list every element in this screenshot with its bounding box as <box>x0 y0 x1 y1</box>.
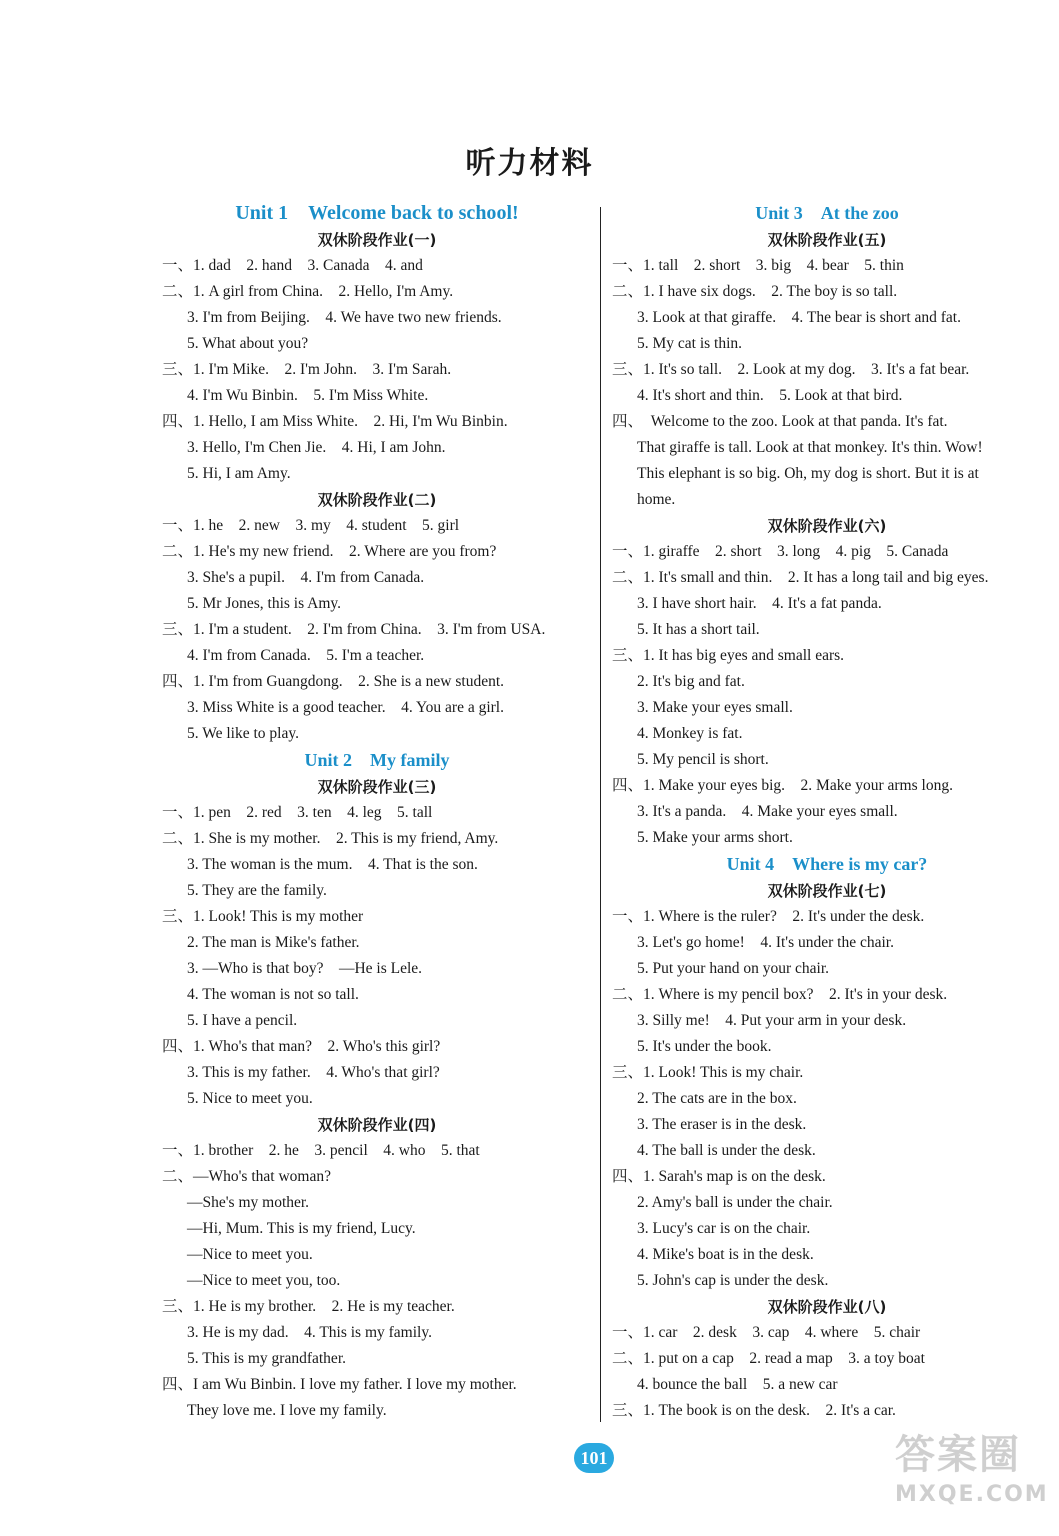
answer-line: 3. Let's go home! 4. It's under the chair. <box>637 934 894 951</box>
answer-line: 四、1. Hello, I am Miss White. 2. Hi, I'm Wu Binbin. <box>162 413 508 430</box>
answer-line: 5. Mr Jones, this is Amy. <box>187 595 342 612</box>
homework-heading: 双休阶段作业(五) <box>767 231 887 249</box>
answer-line: 2. It's big and fat. <box>637 673 745 690</box>
answer-line: 二、1. A girl from China. 2. Hello, I'm Amy. <box>162 283 454 300</box>
answer-line: 5. We like to play. <box>187 725 299 742</box>
answer-line: 5. This is my grandfather. <box>187 1350 346 1367</box>
unit-heading: Unit 2 My family <box>304 750 450 770</box>
answer-line: 一、1. tall 2. short 3. big 4. bear 5. thin <box>612 257 904 274</box>
unit-heading: Unit 4 Where is my car? <box>726 854 928 874</box>
left-column <box>162 200 592 1424</box>
answer-line: 三、1. I'm a student. 2. I'm from China. 3. I'm from USA. <box>162 621 546 638</box>
answer-line: 3. Make your eyes small. <box>637 699 793 716</box>
answer-line: 一、1. giraffe 2. short 3. long 4. pig 5. Canada <box>612 543 949 560</box>
watermark-logo <box>895 1430 1055 1530</box>
answer-line: 一、1. he 2. new 3. my 4. student 5. girl <box>162 517 460 534</box>
answer-line: 二、1. It's small and thin. 2. It has a long tail and big eyes. <box>612 569 989 586</box>
answer-line: 4. The woman is not so tall. <box>187 986 359 1003</box>
answer-line: 三、1. Look! This is my chair. <box>612 1064 804 1081</box>
answer-line: 3. It's a panda. 4. Make your eyes small. <box>637 803 898 820</box>
answer-line: 5. It's under the book. <box>637 1038 772 1055</box>
answer-line: 三、1. It's so tall. 2. Look at my dog. 3. It's a fat bear. <box>612 361 970 378</box>
answer-line: 四、1. Sarah's map is on the desk. <box>612 1168 826 1185</box>
answer-line: 三、1. It has big eyes and small ears. <box>612 647 845 664</box>
answer-line: 一、1. car 2. desk 3. cap 4. where 5. chair <box>612 1324 921 1341</box>
answer-line: 三、1. I'm Mike. 2. I'm John. 3. I'm Sarah. <box>162 361 452 378</box>
answer-line: 3. I have short hair. 4. It's a fat panda. <box>637 595 882 612</box>
answer-line: 三、1. He is my brother. 2. He is my teacher. <box>162 1298 455 1315</box>
answer-line: —Hi, Mum. This is my friend, Lucy. <box>187 1220 416 1237</box>
answer-line: —She's my mother. <box>187 1194 310 1211</box>
answer-line: 3. The eraser is in the desk. <box>637 1116 807 1133</box>
homework-heading: 双休阶段作业(一) <box>317 231 437 249</box>
answer-line: 四、I am Wu Binbin. I love my father. I love my mother. <box>162 1376 517 1393</box>
answer-line: 5. It has a short tail. <box>637 621 760 638</box>
homework-heading: 双休阶段作业(三) <box>317 778 437 796</box>
answer-line: 3. He is my dad. 4. This is my family. <box>187 1324 432 1341</box>
answer-line: 一、1. pen 2. red 3. ten 4. leg 5. tall <box>162 804 433 821</box>
answer-line: 3. I'm from Beijing. 4. We have two new friends. <box>187 309 502 326</box>
answer-line: 3. This is my father. 4. Who's that girl? <box>187 1064 440 1081</box>
answer-line: 4. Monkey is fat. <box>637 725 743 742</box>
answer-line: 5. Make your arms short. <box>637 829 793 846</box>
answer-line: 二、1. She is my mother. 2. This is my friend, Amy. <box>162 830 499 847</box>
answer-line: 二、1. put on a cap 2. read a map 3. a toy boat <box>612 1350 925 1367</box>
answer-line: 5. Put your hand on your chair. <box>637 960 830 977</box>
answer-line: 5. My cat is thin. <box>637 335 743 352</box>
homework-heading: 双休阶段作业(八) <box>767 1298 887 1316</box>
watermark-en: MXQE.COM <box>895 1482 1049 1507</box>
answer-line: 二、1. I have six dogs. 2. The boy is so tall. <box>612 283 898 300</box>
answer-line: 2. The cats are in the box. <box>637 1090 797 1107</box>
answer-line: 5. Hi, I am Amy. <box>187 465 291 482</box>
homework-heading: 双休阶段作业(七) <box>767 882 887 900</box>
homework-heading: 双休阶段作业(六) <box>767 517 887 535</box>
answer-line: 二、1. He's my new friend. 2. Where are you from? <box>162 543 497 560</box>
homework-heading: 双休阶段作业(四) <box>317 1116 437 1134</box>
answer-line: 3. Silly me! 4. Put your arm in your desk. <box>637 1012 907 1029</box>
answer-line: 4. bounce the ball 5. a new car <box>637 1376 838 1393</box>
answer-line: 二、—Who's that woman? <box>162 1168 331 1185</box>
answer-line: 四、1. I'm from Guangdong. 2. She is a new student. <box>162 673 505 690</box>
answer-line: 5. Nice to meet you. <box>187 1090 313 1107</box>
page-number: 101 <box>574 1443 614 1473</box>
answer-line: 3. Lucy's car is on the chair. <box>637 1220 811 1237</box>
answer-line: 4. It's short and thin. 5. Look at that bird. <box>637 387 903 404</box>
answer-line: 4. I'm Wu Binbin. 5. I'm Miss White. <box>187 387 429 404</box>
watermark-cn: 答案圈 <box>895 1432 1021 1478</box>
answer-line: 3. —Who is that boy? —He is Lele. <box>187 960 423 977</box>
answer-line: home. <box>637 491 676 508</box>
answer-line: 2. The man is Mike's father. <box>187 934 360 951</box>
answer-line: 二、1. Where is my pencil box? 2. It's in your desk. <box>612 986 948 1003</box>
page-title: 听力材料 <box>465 146 594 181</box>
answer-line: 2. Amy's ball is under the chair. <box>637 1194 833 1211</box>
answer-line: 三、1. Look! This is my mother <box>162 908 364 925</box>
answer-line: 四、1. Make your eyes big. 2. Make your arms long. <box>612 777 953 794</box>
answer-line: 3. The woman is the mum. 4. That is the son. <box>187 856 478 873</box>
unit-heading: Unit 1 Welcome back to school! <box>235 202 519 224</box>
answer-line: —Nice to meet you. <box>187 1246 313 1263</box>
answer-line: 5. What about you? <box>187 335 309 352</box>
answer-line: 一、1. brother 2. he 3. pencil 4. who 5. that <box>162 1142 480 1159</box>
answer-line: 3. She's a pupil. 4. I'm from Canada. <box>187 569 425 586</box>
answer-line: 4. I'm from Canada. 5. I'm a teacher. <box>187 647 425 664</box>
answer-line: 5. My pencil is short. <box>637 751 769 768</box>
homework-heading: 双休阶段作业(二) <box>317 491 437 509</box>
answer-line: 四、1. Who's that man? 2. Who's this girl? <box>162 1038 441 1055</box>
answer-line: 3. Hello, I'm Chen Jie. 4. Hi, I am John. <box>187 439 446 456</box>
answer-line: They love me. I love my family. <box>187 1402 387 1419</box>
answer-line: 一、1. dad 2. hand 3. Canada 4. and <box>162 257 423 274</box>
answer-line: 5. John's cap is under the desk. <box>637 1272 829 1289</box>
answer-line: 4. Mike's boat is in the desk. <box>637 1246 814 1263</box>
answer-line: 5. They are the family. <box>187 882 327 899</box>
unit-heading: Unit 3 At the zoo <box>755 203 899 223</box>
answer-line: 四、 Welcome to the zoo. Look at that panda. It's fat. <box>612 413 948 430</box>
answer-line: 一、1. Where is the ruler? 2. It's under the desk. <box>612 908 925 925</box>
answer-line: 5. I have a pencil. <box>187 1012 298 1029</box>
answer-line: This elephant is so big. Oh, my dog is short. But it is at <box>637 465 979 482</box>
answer-line: 3. Look at that giraffe. 4. The bear is short and fat. <box>637 309 961 326</box>
answer-line: 3. Miss White is a good teacher. 4. You are a girl. <box>187 699 504 716</box>
column-divider <box>600 207 601 1422</box>
answer-line: 三、1. The book is on the desk. 2. It's a car. <box>612 1402 896 1419</box>
answer-line: —Nice to meet you, too. <box>187 1272 341 1289</box>
right-column <box>612 200 1042 1424</box>
answer-line: That giraffe is tall. Look at that monkey. It's thin. Wow! <box>637 439 983 456</box>
answer-line: 4. The ball is under the desk. <box>637 1142 816 1159</box>
